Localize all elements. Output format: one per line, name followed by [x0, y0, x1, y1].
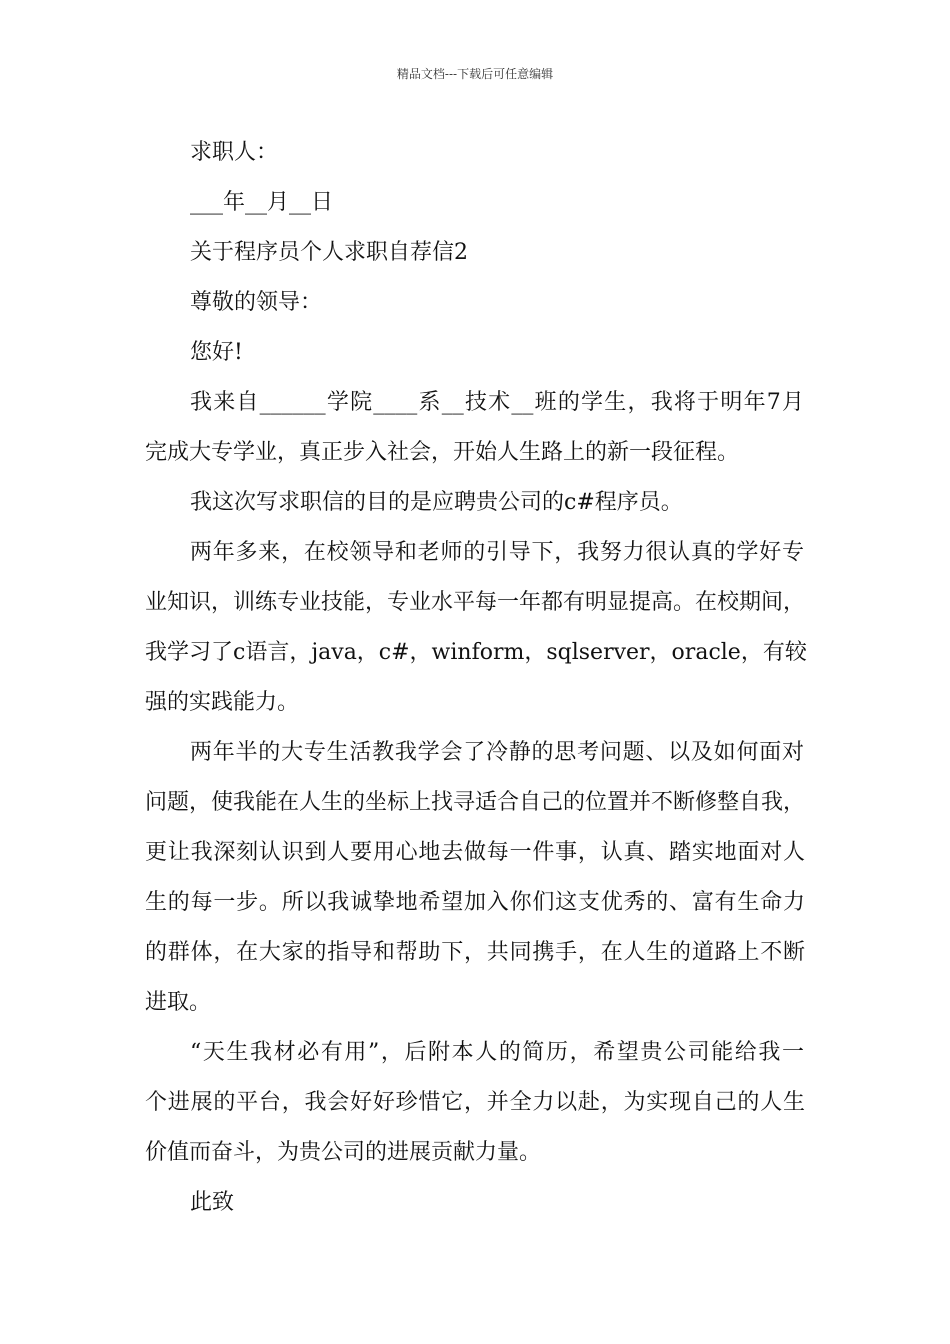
paragraph-1-line-1: 我来自______学院____系__技术__班的学生，我将于明年7月: [190, 390, 804, 415]
letter-title: 关于程序员个人求职自荐信2: [190, 240, 468, 265]
date-line: ___年__月__日: [190, 190, 334, 215]
paragraph-3-line-1: 两年多来，在校领导和老师的引导下，我努力很认真的学好专: [190, 540, 804, 565]
signature-label: 求职人：: [190, 140, 279, 165]
paragraph-2-line-1: 我这次写求职信的目的是应聘贵公司的c#程序员。: [190, 490, 683, 515]
paragraph-5-line-2: 个进展的平台，我会好好珍惜它，并全力以赴，为实现自己的人生: [145, 1090, 805, 1115]
paragraph-5-line-3: 价值而奋斗，为贵公司的进展贡献力量。: [145, 1140, 542, 1165]
paragraph-3-line-2: 业知识，训练专业技能，专业水平每一年都有明显提高。在校期间，: [145, 590, 806, 615]
paragraph-3-line-3: 我学习了c语言，java，c#，winform，sqlserver，oracle，有较: [145, 640, 807, 665]
paragraph-4-line-4: 生的每一步。所以我诚挚地希望加入你们这支优秀的、富有生命力: [145, 890, 805, 915]
paragraph-4-line-2: 问题，使我能在人生的坐标上找寻适合自己的位置并不断修整自我，: [145, 790, 806, 815]
closing: 此致: [190, 1190, 235, 1215]
paragraph-5-line-1: “天生我材必有用”，后附本人的简历，希望贵公司能给我一: [190, 1040, 804, 1065]
salutation: 尊敬的领导：: [190, 290, 323, 315]
paragraph-3-line-4: 强的实践能力。: [145, 690, 300, 715]
paragraph-4-line-5: 的群体，在大家的指导和帮助下，共同携手，在人生的道路上不断: [145, 940, 805, 965]
paragraph-1-line-2: 完成大专学业，真正步入社会，开始人生路上的新一段征程。: [145, 440, 740, 465]
page-header: 精品文档---下载后可任意编辑: [396, 67, 554, 81]
greeting: 您好!: [190, 340, 243, 365]
paragraph-4-line-1: 两年半的大专生活教我学会了冷静的思考问题、以及如何面对: [190, 740, 804, 765]
paragraph-4-line-3: 更让我深刻认识到人要用心地去做每一件事，认真、踏实地面对人: [145, 840, 805, 865]
paragraph-4-line-6: 进取。: [145, 990, 212, 1015]
